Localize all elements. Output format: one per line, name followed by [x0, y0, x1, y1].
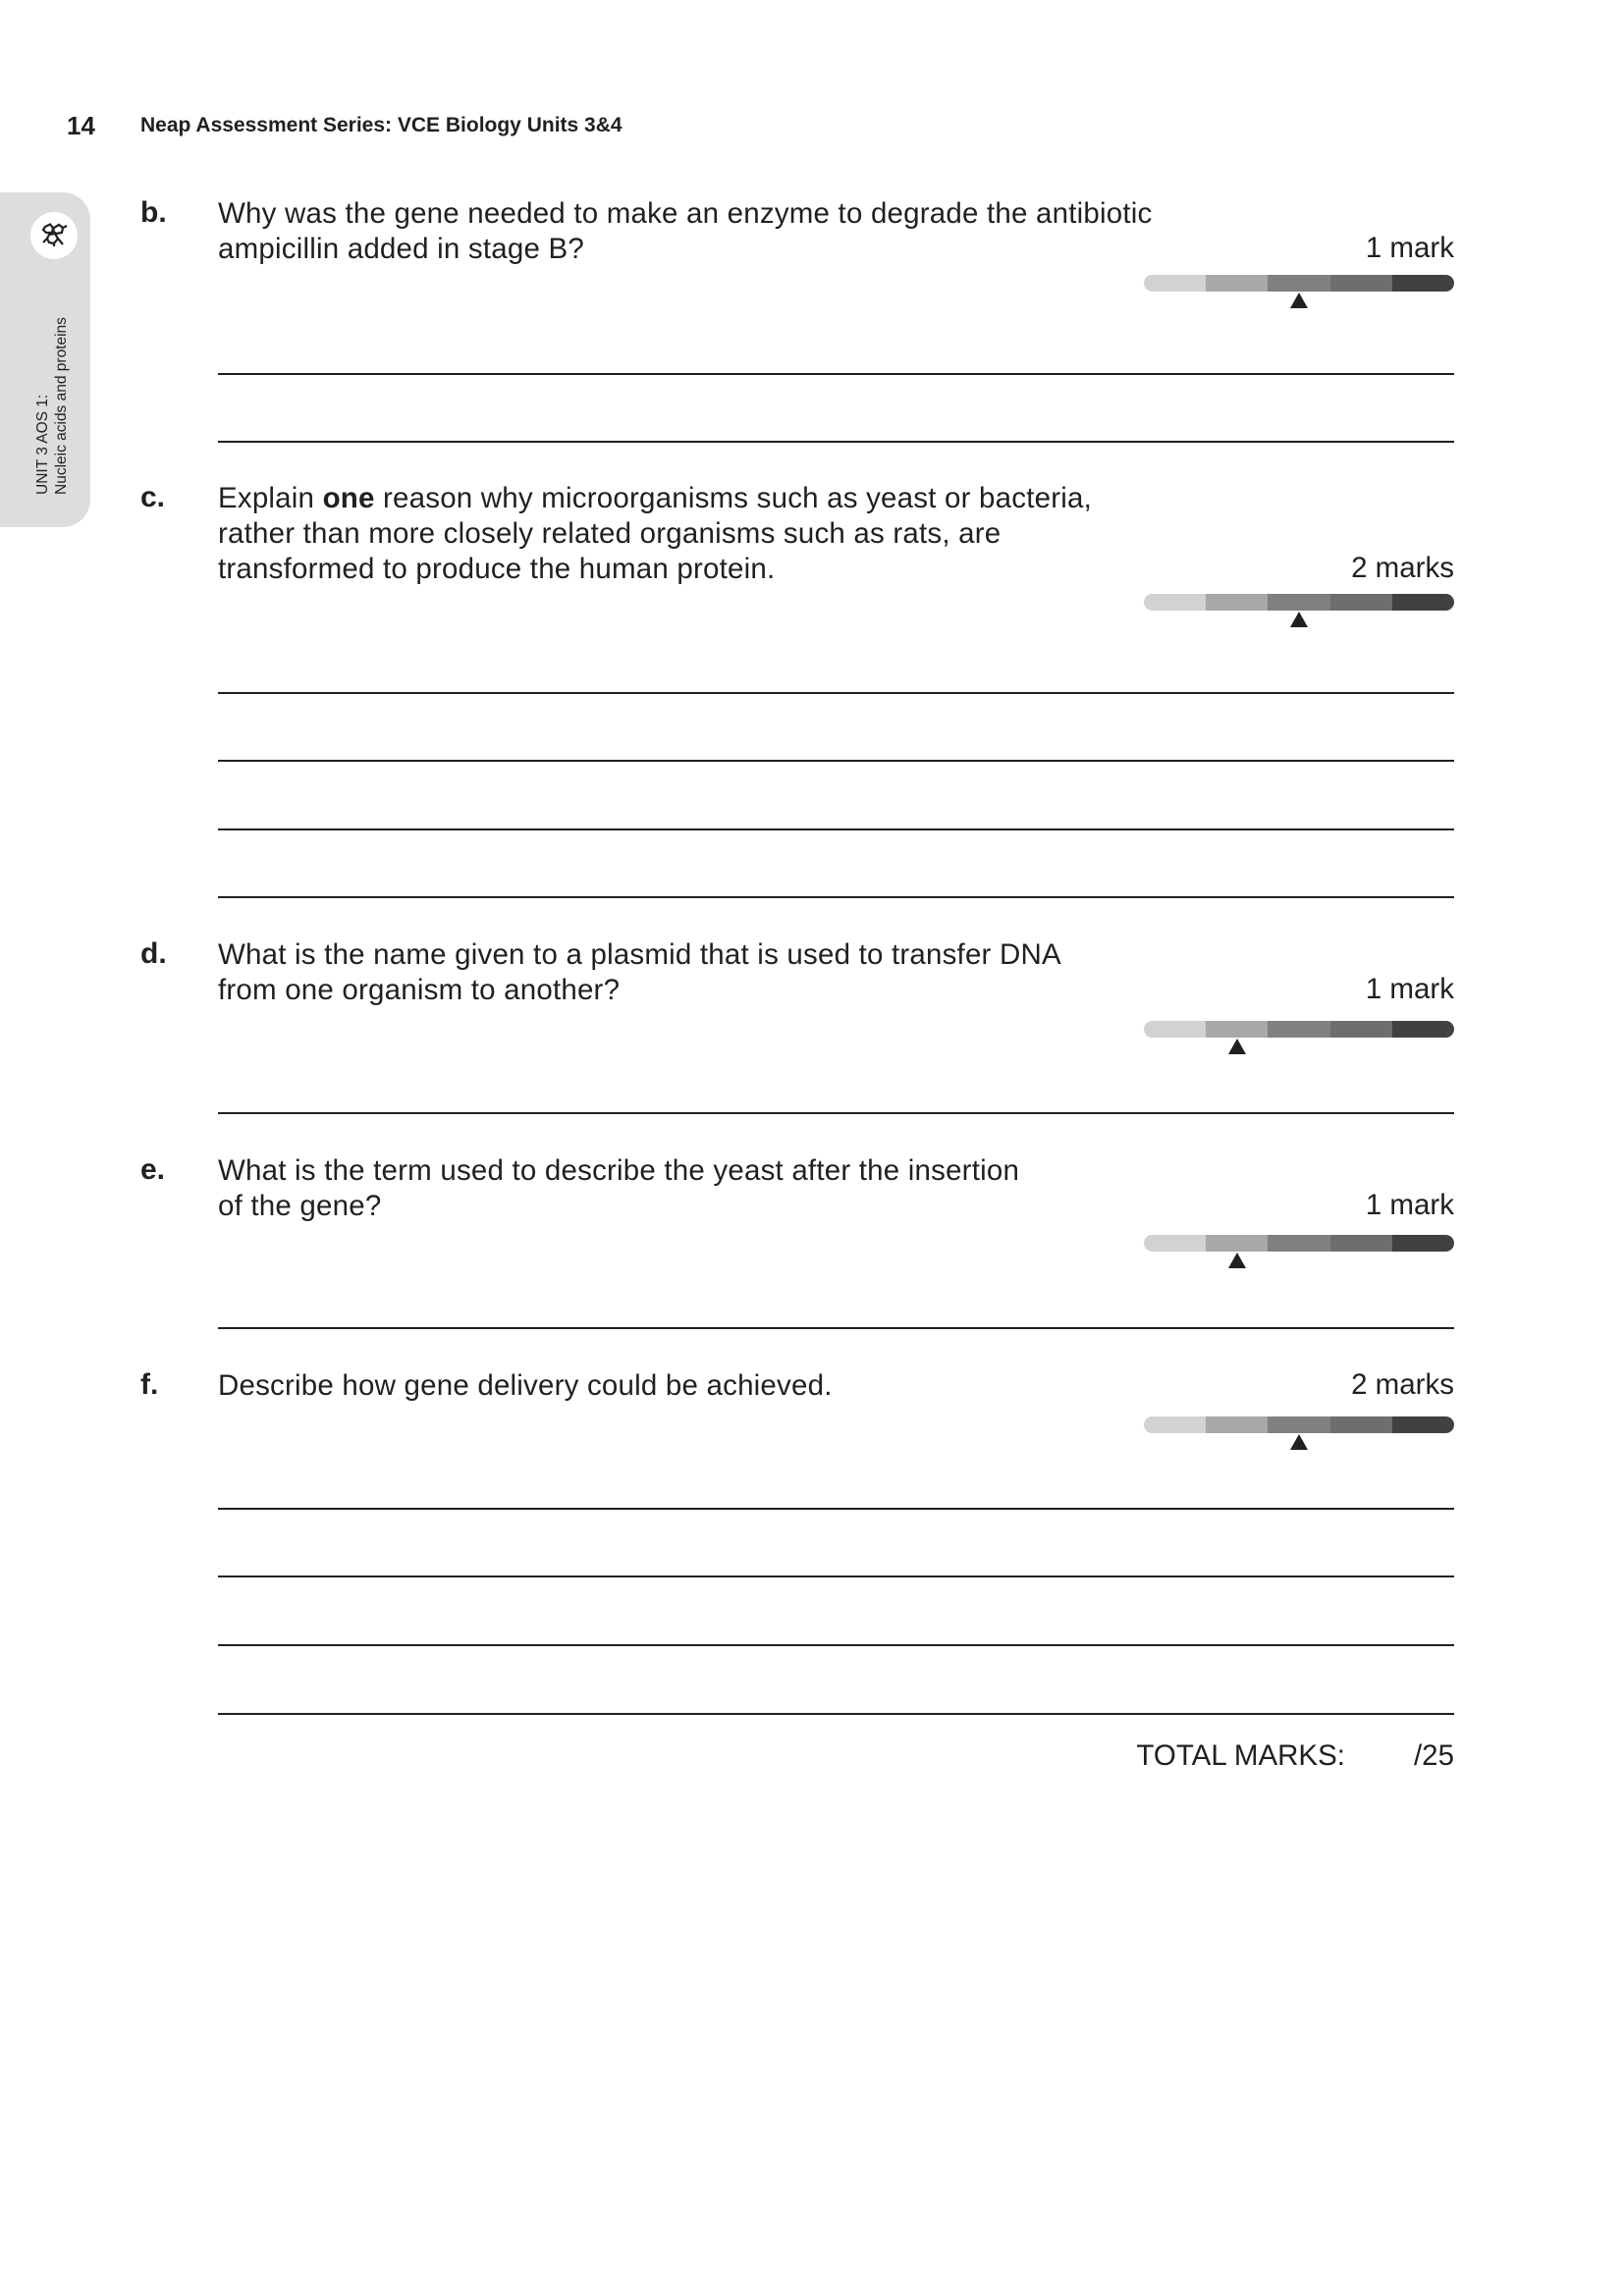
unit-tab-label — [33, 317, 71, 495]
question-d-letter: d. — [140, 937, 167, 970]
difficulty-arrow-icon — [1290, 612, 1308, 627]
answer-line[interactable] — [218, 1327, 1454, 1329]
question-c-line-3: transformed to produce the human protein. — [218, 553, 776, 585]
question-b-marks: 1 mark — [1365, 232, 1454, 264]
difficulty-bar — [1144, 1416, 1454, 1433]
header-title: Neap Assessment Series: VCE Biology Units 3&4 — [140, 114, 623, 136]
answer-line[interactable] — [218, 1112, 1454, 1114]
answer-line[interactable] — [218, 692, 1454, 694]
question-d-line-2: from one organism to another? — [218, 974, 621, 1006]
difficulty-arrow-icon — [1290, 293, 1308, 308]
difficulty-bar — [1144, 275, 1454, 292]
difficulty-arrow-icon — [1228, 1039, 1246, 1054]
question-d-marks: 1 mark — [1365, 973, 1454, 1005]
difficulty-bar — [1144, 1021, 1454, 1038]
question-e-line-1: What is the term used to describe the yeast after the insertion — [218, 1154, 1020, 1187]
difficulty-arrow-icon — [1228, 1253, 1246, 1268]
question-c-line-1: Explain one reason why microorganisms such as yeast or bacteria, — [218, 482, 1092, 514]
total-marks — [1136, 1739, 1454, 1773]
answer-line[interactable] — [218, 896, 1454, 898]
question-e-text — [218, 1153, 1019, 1224]
answer-line[interactable] — [218, 828, 1454, 830]
question-d-text — [218, 937, 1061, 1008]
answer-line[interactable] — [218, 1575, 1454, 1577]
total-marks-value: /25 — [1413, 1739, 1454, 1772]
question-b-letter: b. — [140, 196, 167, 229]
difficulty-bar — [1144, 1235, 1454, 1252]
answer-line[interactable] — [218, 373, 1454, 375]
difficulty-bar — [1144, 594, 1454, 611]
question-f-letter: f. — [140, 1368, 159, 1401]
total-marks-label: TOTAL MARKS: — [1136, 1739, 1345, 1772]
answer-line[interactable] — [218, 441, 1454, 443]
question-c-marks: 2 marks — [1351, 552, 1454, 584]
question-c-text — [218, 481, 1092, 587]
answer-line[interactable] — [218, 1644, 1454, 1646]
question-c-letter: c. — [140, 481, 166, 513]
difficulty-arrow-icon — [1290, 1434, 1308, 1450]
question-b-line-1: Why was the gene needed to make an enzyme to degrade the antibiotic — [218, 197, 1153, 230]
question-e-letter: e. — [140, 1153, 166, 1186]
question-b-text — [218, 196, 1152, 267]
question-d-line-1: What is the name given to a plasmid that is used to transfer DNA — [218, 938, 1061, 971]
question-e-marks: 1 mark — [1365, 1189, 1454, 1221]
question-f-marks: 2 marks — [1351, 1368, 1454, 1401]
question-f-text — [218, 1368, 833, 1404]
question-c-line-2: rather than more closely related organisms such as rats, are — [218, 517, 1001, 550]
answer-line[interactable] — [218, 1713, 1454, 1715]
answer-line[interactable] — [218, 1508, 1454, 1510]
unit-label: UNIT 3 AOS 1: — [34, 394, 51, 495]
page-number: 14 — [67, 111, 95, 140]
question-b-line-2: ampicillin added in stage B? — [218, 233, 584, 265]
question-e-line-2: of the gene? — [218, 1190, 382, 1222]
answer-line[interactable] — [218, 760, 1454, 762]
topic-label: Nucleic acids and proteins — [53, 317, 70, 495]
question-f-line-1: Describe how gene delivery could be achieved. — [218, 1369, 833, 1402]
molecule-icon — [30, 212, 78, 259]
